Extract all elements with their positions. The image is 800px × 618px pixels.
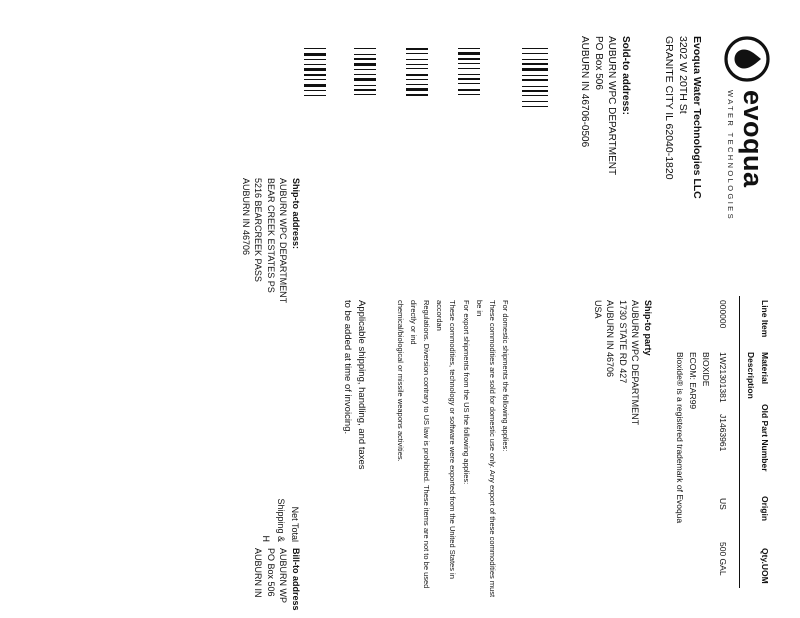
sold-to-line-2: PO Box 506 (593, 36, 604, 90)
sold-to-line-1: AUBURN WPC DEPARTMENT (606, 36, 618, 176)
row-line-item: 000000 (718, 300, 728, 329)
table-header-rule (739, 296, 740, 588)
totals-block (259, 498, 302, 542)
company-address-line-2: GRANITE CITY IL 62040-1820 (662, 36, 675, 180)
row-description (674, 352, 712, 523)
row-qty-uom: 500 GAL (718, 542, 728, 576)
bill-to-address-line-3: AUBURN IN (253, 548, 264, 598)
ship-to-address (239, 178, 302, 303)
legal-text (394, 300, 512, 600)
barcode-1 (522, 48, 548, 110)
row-material: 1W21301381 (718, 352, 728, 403)
barcode-4 (354, 48, 376, 100)
legal-line-5: Regulations. Diversion contrary to US law is prohibited. These items are not to be used directly or ind (409, 300, 432, 589)
ship-to-party (591, 300, 654, 425)
shipping-handling-label: Shipping & H (261, 498, 286, 542)
column-header-material: Material (760, 352, 770, 385)
ship-to-party-heading: Ship-to party (643, 300, 653, 356)
description-line-1: BIOXIDE (701, 352, 711, 387)
ship-to-address-line-4: AUBURN IN 46706 (240, 178, 251, 256)
row-origin: US (718, 498, 728, 510)
legal-line-4: These commodities, technology or software were exported from the United States in accordan (435, 300, 458, 579)
barcode-2 (458, 48, 480, 99)
bill-to-address-line-1: AUBURN WP (278, 548, 289, 604)
ship-to-party-line-3: AUBURN IN 46706 (605, 300, 616, 378)
ship-to-party-line-1: AUBURN WPC DEPARTMENT (630, 300, 641, 426)
evoqua-droplet-logo-icon (724, 36, 770, 82)
net-total-label: Net Total (290, 506, 300, 542)
barcode-3 (406, 48, 428, 99)
brand-tagline: WATER TECHNOLOGIES (726, 90, 735, 221)
ship-to-address-line-3: 5216 BEARCREEK PASS (253, 178, 264, 282)
company-name: Evoqua Water Technologies LLC (691, 36, 703, 199)
ship-to-party-line-2: 1730 STATE RD 427 (617, 300, 628, 384)
ship-to-address-heading: Ship-to address: (291, 178, 301, 250)
shipping-note-line-2: to be added at time of invoicing. (341, 300, 353, 435)
description-line-3: Bioxide® is a registered trademark of Evoqua (675, 352, 686, 524)
ship-to-address-line-1: AUBURN WPC DEPARTMENT (278, 178, 289, 304)
sold-to-heading: Sold-to address: (620, 36, 631, 115)
shipping-note-line-1: Applicable shipping, handling, and taxes (356, 300, 367, 470)
shipping-note (340, 300, 369, 470)
sold-to-address (578, 36, 632, 175)
legal-line-3: For export shipments from the US the following applies: (461, 300, 471, 485)
column-header-qty-uom: Qty.UOM (760, 548, 770, 584)
bill-to-address (252, 548, 302, 611)
column-header-origin: Origin (760, 496, 770, 522)
barcode-5 (304, 48, 326, 99)
bill-to-address-line-2: PO Box 506 (265, 548, 276, 597)
brand-block (724, 36, 770, 221)
legal-line-2: These commodities are sold for domestic use only. Any export of these commodities must be in (474, 300, 497, 598)
legal-line-1: For domestic shipments the following applies: (501, 300, 510, 452)
company-address (661, 36, 704, 199)
sold-to-line-3: AUBURN IN 46706-0506 (579, 36, 591, 148)
company-address-line-1: 3202 W 20TH St (676, 36, 689, 114)
row-old-part-number: J1463961 (718, 414, 728, 452)
legal-line-6: chemical/biological or missile weapons activities. (396, 300, 405, 462)
brand-name: evoqua (738, 90, 768, 188)
bill-to-address-heading: Bill-to address (291, 548, 301, 611)
description-line-2: ECOM: EAR99 (688, 352, 699, 410)
ship-to-address-line-2: BEAR CREEK ESTATES PS (265, 178, 276, 293)
column-header-old-part-number: Old Part Number (760, 404, 770, 472)
column-header-line-item: Line Item (760, 300, 770, 338)
column-header-description: Description (746, 352, 756, 399)
ship-to-party-line-4: USA (592, 300, 603, 319)
